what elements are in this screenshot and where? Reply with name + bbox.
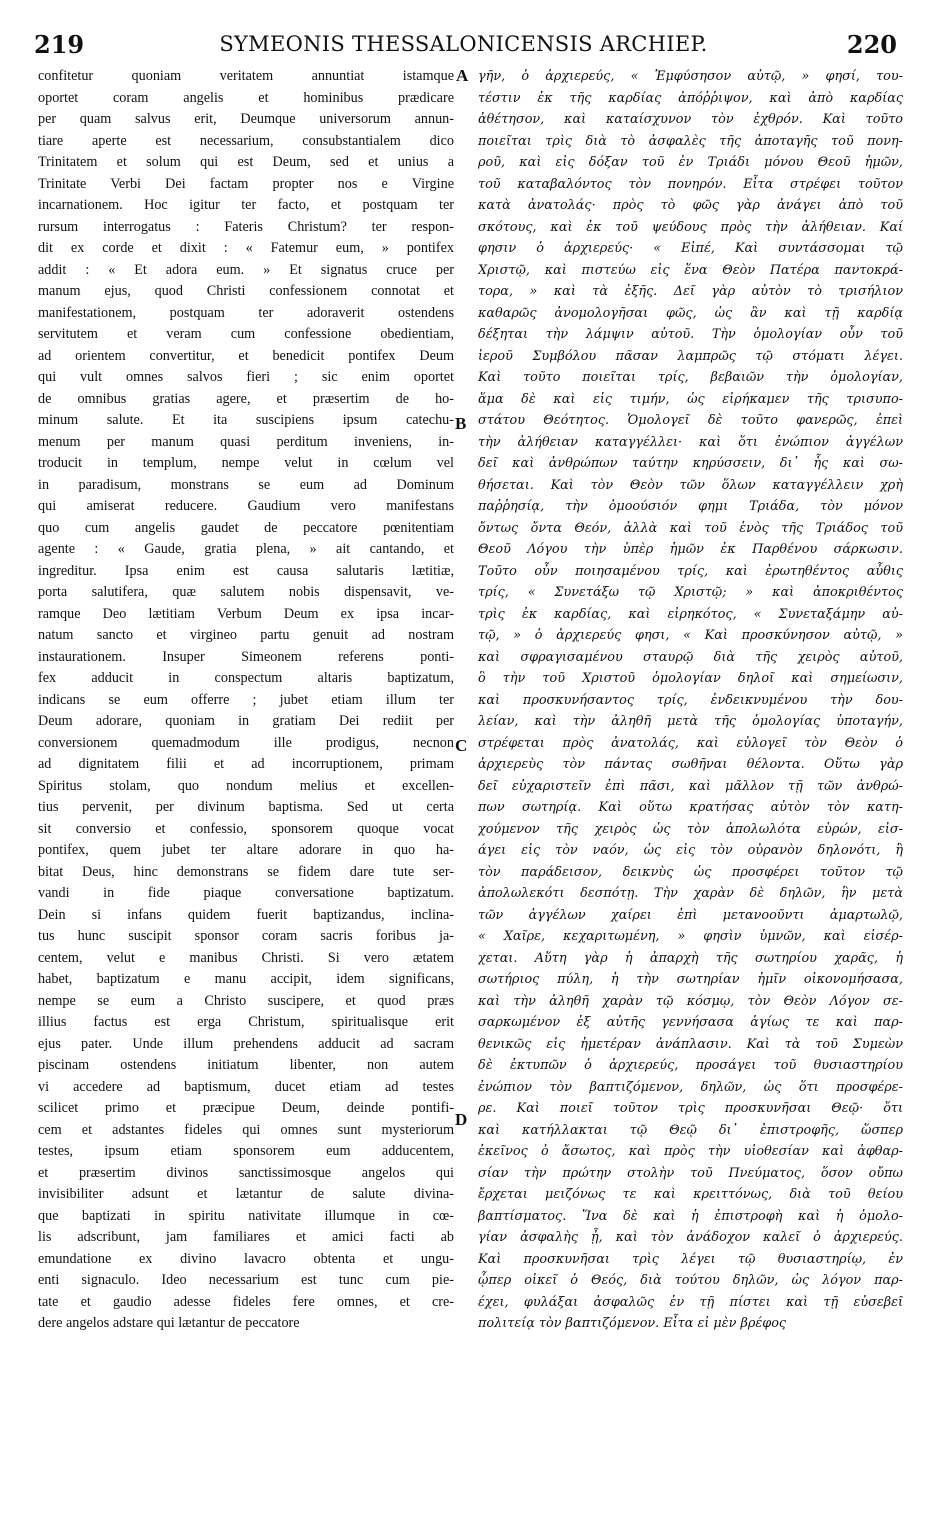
latin-text-line: manum ejus, quod Christi confessionem connotat et: [38, 283, 454, 299]
greek-text-line: τέστιν ἐκ τῆς καρδίας ἀπόῤῥιψον, καὶ ἀπὸ καρδίας: [478, 90, 903, 106]
latin-text-line: agente : « Gaude, gratia plena, » ait cantando, et: [38, 541, 454, 557]
latin-text-line: et præsertim divinos sanctissimosque angelos qui: [38, 1164, 454, 1181]
latin-text-line: ejus pater. Unde illum prehendens adducit ad sacram: [38, 1035, 454, 1052]
greek-text-line: φησιν ὁ ἀρχιερεύς· « Εἰπέ, Καὶ συντάσσομαι τῷ: [478, 241, 903, 256]
greek-text-line: ἔρχεται μειζόνως τε καὶ κρειττόνως, διὰ τοῦ θείου: [478, 1187, 903, 1202]
latin-text-line: enti signaculo. Ideo necessarium est tunc cum pie-: [38, 1272, 454, 1288]
greek-text-line: ἐκεῖνος ὁ ἄσωτος, καὶ πρὸς τὴν υἱοθεσίαν καὶ ἀφθαρ-: [478, 1144, 903, 1159]
section-marker-c: C: [455, 736, 468, 755]
latin-text-line: quo cum angelis gaudet de peccatore pœnitentiam: [38, 519, 454, 536]
greek-text-line: τὸν παράδεισον, δεικνὺς ὡς προσφέρει τοῦτον τῷ: [478, 864, 903, 880]
greek-column: [478, 66, 903, 1335]
greek-text-line: θενικῶς εἰς ἡμετέραν ἀνάπλασιν. Καὶ τὰ τοῦ Συμεὼν: [478, 1036, 903, 1052]
latin-text-line: ingreditur. Ipsa enim est causa salutaris lætitiæ,: [38, 562, 454, 579]
greek-text-line: ὄντως ὄντα Θεόν, ἀλλὰ καὶ τοῦ ἑνὸς τῆς Τριάδος τοῦ: [478, 520, 903, 536]
greek-text-line: τῶν ἀγγέλων χαίρει ἐπὶ μετανοοῦντι ἁμαρτωλῷ,: [478, 907, 903, 923]
latin-text-line: servitutem et veram cum confessione obedientiam,: [38, 326, 454, 342]
latin-text-line: que baptizati in spiritu nativitate illumque in cœ-: [38, 1207, 454, 1224]
greek-text-line: ρε. Καὶ ποιεῖ τοῦτον τρὶς προσκυνῆσαι Θεῷ· ὅτι: [478, 1101, 903, 1116]
greek-text-line: καὶ τὴν ἀληθῆ χαρὰν τῷ κόσμῳ, τὸν Θεὸν Λόγον σε-: [478, 993, 903, 1009]
greek-text-line: Τοῦτο οὖν ποιησαμένου τρίς, καὶ ἐρωτηθέντος αὖθις: [478, 563, 903, 579]
greek-text-line: πολιτείᾳ τὸν βαπτιζόμενον. Εἶτα εἰ μὲν βρέφος: [478, 1316, 787, 1331]
greek-text-line: τοῦ καταβαλόντος τὸν πονηρόν. Εἶτα στρέφει τοῦτον: [478, 176, 903, 192]
greek-text-line: ἀπολωλεκότι δεσπότῃ. Τὴν χαρὰν δὲ δηλῶν, ἣν μετὰ: [478, 886, 903, 901]
greek-text-line: δὲ ἐκτυπῶν ὁ ἀρχιερεύς, προσάγει τοῦ θυσιαστηρίου: [478, 1058, 903, 1073]
latin-text-line: invisibiliter adsunt et lætantur de salute divina-: [38, 1186, 454, 1202]
greek-text-line: δέξηται τὴν λάμψιν αὐτοῦ. Τὴν ὁμολογίαν οὖν τοῦ: [478, 327, 903, 342]
greek-text-line: ἀρχιερεὺς τὸν πάντας σωθῆναι θέλοντα. Οὕτω γὰρ: [478, 757, 903, 772]
greek-text-line: ἱεροῦ Συμβόλου πᾶσαν λαμπρῶς τῷ στόματι λέγει.: [478, 348, 903, 364]
greek-text-line: καὶ προσκυνήσαντος τρίς, ἐνδεικνυμένου τὴν δου-: [478, 692, 903, 708]
page-header: [30, 30, 897, 64]
latin-text-line: pontifex, quem jubet ter altare adorare in quo ha-: [38, 842, 454, 858]
latin-text-line: Dein si infans quidem fuerit baptizandus, inclina-: [38, 906, 454, 923]
greek-text-line: στάτου Θεότητος. Ὁμολογεῖ δὲ τοῦτο φανερῶς, ἐπεὶ: [478, 413, 903, 428]
latin-text-line: testes, ipsum etiam sponsorem eum adducentem,: [38, 1143, 454, 1159]
page-number-left: 219: [34, 30, 85, 59]
latin-text-line: ad dignitatem filii et ad incorruptionem, primam: [38, 756, 454, 772]
greek-text-line: σκότους, καὶ ἐκ τοῦ ψεύδους πρὸς τὴν ἀλήθειαν. Καί: [478, 219, 903, 235]
section-marker-a: A: [456, 66, 469, 85]
latin-text-line: emundatione ex divino lavacro obtenta et ungu-: [38, 1250, 454, 1267]
latin-text-line: piscinam ostendens initiatum libenter, non autem: [38, 1057, 454, 1073]
latin-text-line: lis adscribunt, jam familiares et amici facti ab: [38, 1229, 454, 1245]
greek-text-line: καὶ σφραγισαμένου σταυρῷ διὰ τῆς χειρὸς αὐτοῦ,: [478, 649, 903, 665]
latin-text-line: habet, baptizatum e manu accipit, idem significans,: [38, 971, 454, 987]
latin-text-line: centem, velut e manibus Christi. Si vero ætatem: [38, 949, 454, 966]
greek-text-line: Χριστῷ, καὶ πιστεύω εἰς ἕνα Θεὸν Πατέρα παντοκρά-: [478, 262, 903, 278]
greek-text-line: πων σωτηρίᾳ. Καὶ οὕτω κρατήσας αὐτὸν τὸν κατη-: [478, 800, 903, 815]
latin-text-line: instaurationem. Insuper Simeonem referens ponti-: [38, 648, 454, 665]
latin-text-line: nempe se eum a Christo suscipere, et quod præs: [38, 992, 454, 1009]
latin-text-line: de omnibus gratias agere, et præsertim de ho-: [38, 390, 454, 407]
latin-text-line: tate et gaudio adesse fideles fere omnes, et cre-: [38, 1293, 454, 1310]
latin-text-line: vandi in fide piaque conversatione baptizatum.: [38, 885, 454, 901]
latin-text-line: ramque Deo lætitiam Verbum Deum ex ipsa incar-: [38, 605, 454, 622]
latin-text-line: ad orientem convertitur, et benedicit pontifex Deum: [38, 347, 454, 364]
greek-text-line: ἀθέτησον, καὶ καταίσχυνον τὸν ἐχθρόν. Καὶ τοῦτο: [478, 112, 903, 127]
latin-text-line: per quam salvus erit, Deumque universorum annun-: [38, 111, 454, 127]
greek-text-line: « Χαῖρε, κεχαριτωμένη, » φησὶν ὑμνῶν, καὶ εἰσέρ-: [478, 929, 903, 944]
greek-text-line: καθαρῶς ἀνομολογῆσαι φῶς, ὡς ἂν καὶ τῇ καρδίᾳ: [478, 305, 903, 321]
greek-text-line: δεῖ εὐχαριστεῖν ἐπὶ πᾶσι, καὶ μᾶλλον τῇ τῶν ἀνθρώ-: [478, 778, 903, 794]
greek-text-line: τὴν ἀλήθειαν καταγγέλλει· καὶ ὅτι ἐνώπιον ἀγγέλων: [478, 434, 903, 450]
latin-text-line: conversionem quemadmodum ille prodigus, necnon: [38, 734, 454, 751]
latin-text-line: Spiritus stolam, quo nondum melius et excellen-: [38, 777, 454, 794]
latin-text-line: addit : « Et adora eum. » Et signatus cruce per: [38, 261, 454, 278]
latin-text-line: oportet coram angelis et hominibus prædicare: [38, 89, 454, 106]
latin-text-line: dit ex corde et dixit : « Fatemur eum, » pontifex: [38, 240, 454, 256]
greek-text-line: καὶ κατήλλακται τῷ Θεῷ δι᾽ ἐπιστροφῆς, ὥσπερ: [478, 1122, 903, 1138]
latin-text-line: scilicet primo et præcipue Deum, deinde pontifi-: [38, 1100, 454, 1116]
latin-text-line: cem et adstantes fideles qui omnes sunt mysteriorum: [38, 1121, 454, 1138]
greek-text-line: ἐνώπιον τὸν βαπτιζόμενον, δηλῶν, ὡς ὅτι προσφέρε-: [478, 1079, 903, 1095]
latin-text-line: Trinitate Verbi Dei factam propter nos e Virgine: [38, 175, 454, 192]
latin-text-line: tus hunc suscipit sponsor coram sacris foribus ja-: [38, 928, 454, 944]
greek-text-line: κατὰ ἀνατολάς· πρὸς τὸ φῶς γὰρ ἀνάγει ἀπὸ τοῦ: [478, 198, 903, 213]
latin-column: [38, 66, 454, 1335]
latin-text-line: manifestationem, postquam ter adoraverit ostendens: [38, 304, 454, 321]
latin-text-line: natum sancto et virgineo partu genuit ad nostram: [38, 627, 454, 643]
greek-text-line: σίαν τὴν πρώτην στολὴν τοῦ Πνεύματος, ὅσον οὔπω: [478, 1165, 903, 1181]
greek-text-line: ροῦ, καὶ εἰς δόξαν τοῦ ἐν Τριάδι μόνου Θεοῦ ἡμῶν,: [478, 155, 903, 170]
greek-text-line: Θεοῦ Λόγου τὴν ὑπὲρ ἡμῶν ἐκ Παρθένου σάρκωσιν.: [478, 542, 903, 557]
latin-text-line: minum salute. Et ita suscipiens ipsum catechu-: [38, 412, 454, 428]
greek-text-line: βαπτίσματος. Ἵνα δὲ καὶ ἡ ἐπιστροφὴ καὶ ἡ ὁμολο-: [478, 1208, 903, 1224]
latin-text-line: qui amiserat reducere. Gaudium vero manifestans: [38, 498, 454, 514]
greek-text-line: ὃ τὴν τοῦ Χριστοῦ ὁμολογίαν δηλοῖ καὶ σημείωσιν,: [478, 671, 903, 686]
latin-text-line: fex adducit in conspectum altaris baptizatum,: [38, 670, 454, 686]
running-title: SYMEONIS THESSALONICENSIS ARCHIEP.: [219, 32, 708, 56]
latin-text-line: sit conversio et confessio, sponsorem quoque vocat: [38, 820, 454, 837]
greek-text-line: ᾧπερ οἰκεῖ ὁ Θεός, διὰ τούτου δηλῶν, ὡς λόγον παρ-: [478, 1273, 903, 1288]
greek-text-line: ποιεῖται τρὶς διὰ τὸ ἀσφαλὲς τῆς ἀποταγῆς τοῦ πονη-: [478, 133, 903, 149]
greek-text-line: λείαν, καὶ τὴν ἀληθῆ μετὰ τῆς ὁμολογίας ὑποταγήν,: [478, 714, 903, 729]
latin-text-line: troducit in templum, nempe velut in cœlum vel: [38, 455, 454, 471]
greek-text-line: έχει, φυλάξαι ἀσφαλῶς ἐν τῇ πίστει καὶ τῇ εὐσεβεῖ: [478, 1294, 903, 1310]
greek-text-line: θήσεται. Καὶ τὸν Θεὸν τῶν ὅλων καταγγέλλειν χρὴ: [478, 477, 903, 493]
latin-text-line: vi accedere ad baptismum, ducet etiam ad testes: [38, 1078, 454, 1095]
greek-text-line: τῷ, » ὁ ἀρχιερεύς φησι, « Καὶ προσκύνησον αὐτῷ, »: [478, 628, 903, 643]
latin-text-line: illius factus est erga Christum, spiritualisque erit: [38, 1014, 454, 1030]
latin-text-line: menum per manum quasi perditum inveniens, in-: [38, 433, 454, 450]
latin-text-line: tius pervenit, per divinum baptisma. Sed ut certa: [38, 799, 454, 815]
greek-text-line: τορα, » καὶ τὰ ἑξῆς. Δεῖ γὰρ αὐτὸν τὸ τρισήλιον: [478, 284, 903, 299]
latin-text-line: indicans se eum offerre ; jubet etiam illum ter: [38, 691, 454, 708]
greek-text-line: ἅμα δὲ καὶ εἰς τιμήν, ὡς εἰρήκαμεν τῆς τρισυπο-: [478, 391, 903, 407]
page-number-right: 220: [846, 30, 897, 59]
latin-text-line: rursum interrogatus : Fateris Christum? ter respon-: [38, 218, 454, 235]
latin-text-line: Trinitatem et solum qui est Deum, sed et unius a: [38, 154, 454, 170]
greek-text-line: σωτήριος πύλη, ἡ τὴν σωτηρίαν ἡμῖν οἰκονομήσασα,: [478, 972, 903, 987]
latin-text-line: bitat Deus, hinc demonstrans se fidem dare tute ser-: [38, 863, 454, 880]
latin-text-line: Deum adorare, quoniam in gratiam Dei rediit per: [38, 713, 454, 729]
greek-text-line: στρέφεται πρὸς ἀνατολάς, καὶ εὐλογεῖ τὸν Θεὸν ὁ: [478, 735, 903, 751]
latin-text-line: incarnationem. Hoc igitur ter facto, et postquam ter: [38, 197, 454, 213]
greek-text-line: παῤῥησίᾳ, τὴν ὁμοούσιόν φημι Τριάδα, τὸν μόνον: [478, 499, 903, 514]
section-marker-d: D: [455, 1110, 468, 1129]
latin-text-line: porta salutifera, quæ salutem nobis dispensavit, ve-: [38, 584, 454, 600]
section-marker-b: B: [455, 414, 467, 433]
greek-text-line: χούμενον τῆς χειρὸς ὡς τὸν ἀπολωλότα εὑρών, εἰσ-: [478, 821, 903, 837]
latin-text-line: in paradisum, monstrans se eum ad Dominum: [38, 476, 454, 493]
greek-text-line: Καὶ προσκυνῆσαι τρὶς λέγει τῷ θυσιαστηρίῳ, ἐν: [478, 1251, 903, 1267]
greek-text-line: τρὶς ἐκ καρδίας, καὶ εἰρηκότος, « Συνεταξάμην αὐ-: [478, 606, 903, 622]
greek-text-line: άγει εἰς τὸν ναόν, ὡς εἰς τὸν οὐρανὸν δηλονότι, ἢ: [478, 843, 903, 858]
greek-text-line: γίαν ἀσφαλὴς ᾖ, καὶ τὸν ἀνάδοχον καλεῖ ὁ ἀρχιερεύς.: [478, 1230, 903, 1245]
greek-text-line: γῆν, ὁ ἀρχιερεύς, « Ἐμφύσησον αὐτῷ, » φησί, του-: [478, 69, 903, 84]
greek-text-line: σαρκωμένον ἐξ αὐτῆς γεννήσασα ἁγίως τε καὶ παρ-: [478, 1015, 903, 1030]
latin-text-line: tiare aperte est necessarium, consubstantialem dico: [38, 132, 454, 149]
latin-text-line: qui vult omnes salvos fieri ; sic enim oportet: [38, 369, 454, 385]
latin-text-line: dere angelos adstare qui lætantur de peccatore: [38, 1315, 300, 1331]
greek-text-line: χεται. Αὕτη γὰρ ἡ ἀπαρχὴ τῆς σωτηρίου χαρᾶς, ἡ: [478, 950, 903, 966]
greek-text-line: τρίς, « Συνετάξω τῷ Χριστῷ; » καὶ ἀποκριθέντος: [478, 585, 903, 600]
greek-text-line: Καὶ τοῦτο ποιεῖται τρίς, βεβαιῶν τὴν ὁμολογίαν,: [478, 370, 903, 385]
latin-text-line: confitetur quoniam veritatem annuntiat istamque: [38, 68, 454, 84]
greek-text-line: δεῖ καὶ ἀνθρώπων ταύτην κηρύσσειν, δι᾽ ἧς καὶ σω-: [478, 456, 903, 471]
